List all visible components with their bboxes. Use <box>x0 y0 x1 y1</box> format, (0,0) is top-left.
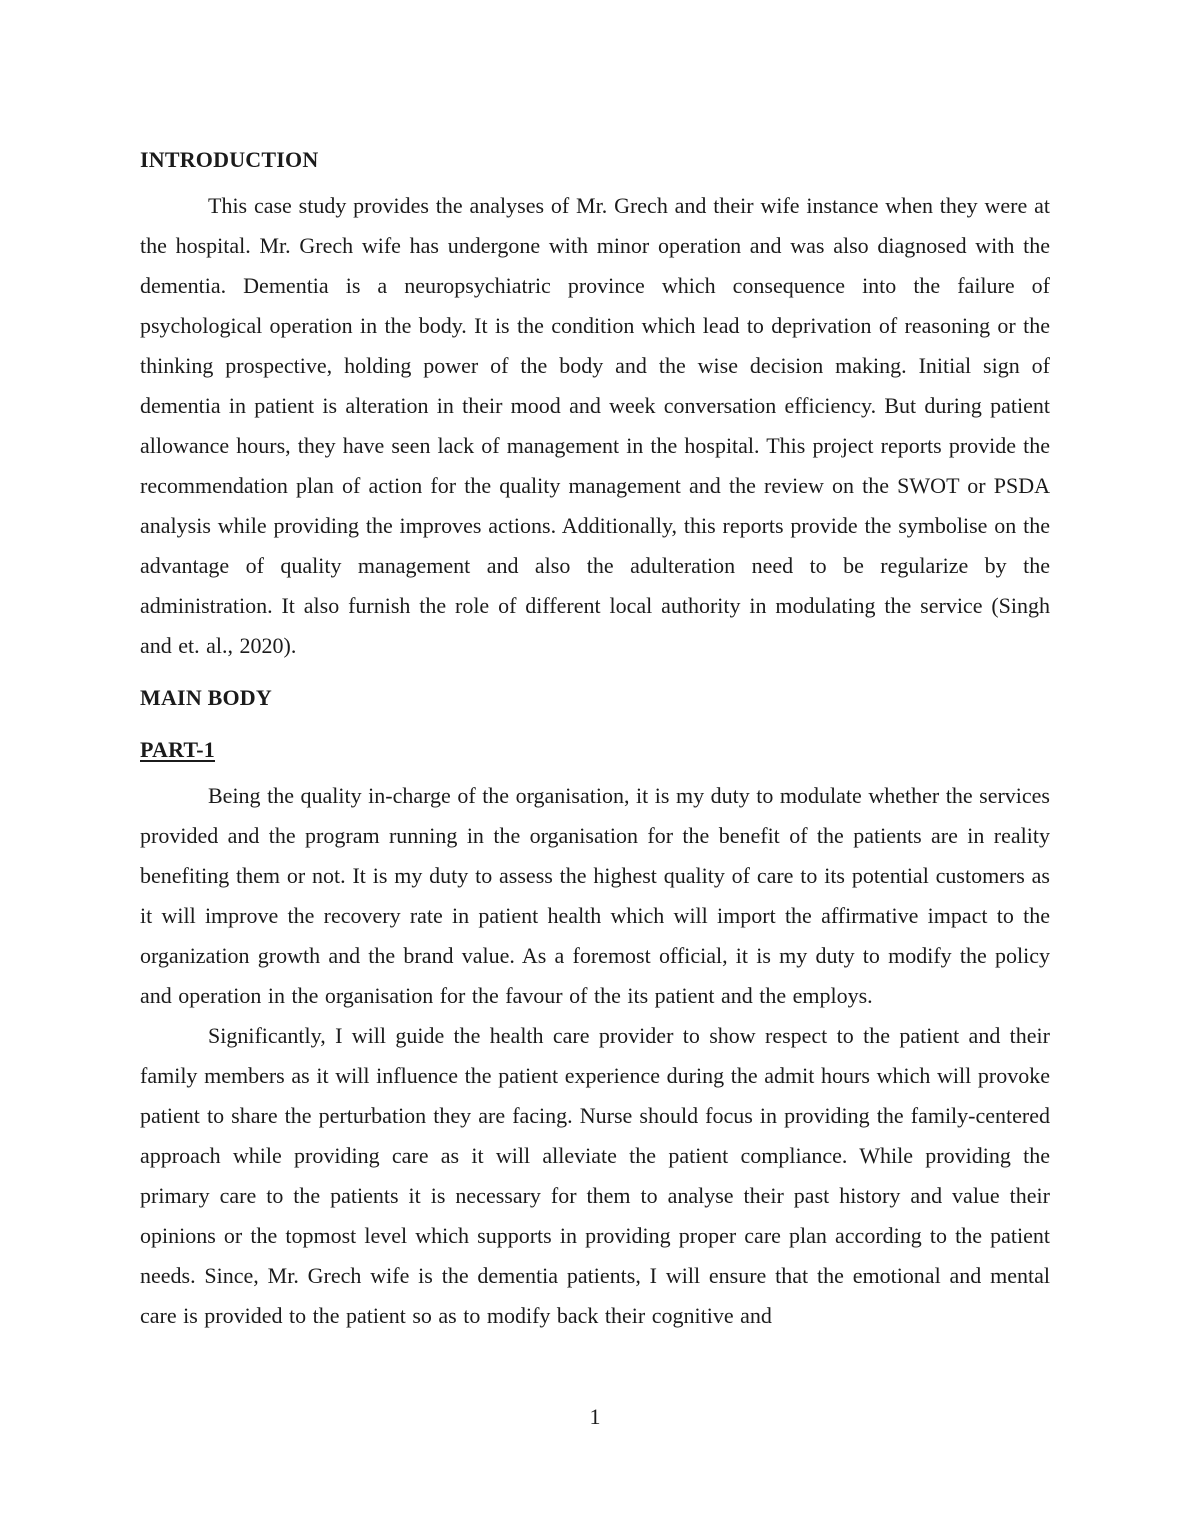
heading-introduction: INTRODUCTION <box>140 147 319 172</box>
heading-part-1: PART-1 <box>140 737 215 762</box>
paragraph-part1-first: Being the quality in-charge of the organisation, it is my duty to modulate whether the services provided and the program running in the organisation for the benefit of the patients are in reality benefiting them or not. It is my duty to assess the highest quality of care to its potential customers as it will improve the recovery rate in patient health which will import the affirmative impact to the organization growth and the brand value. As a foremost official, it is my duty to modify the policy and operation in the organisation for the favour of the its patient and the employs. <box>140 783 1050 1008</box>
page-number: 1 <box>589 1404 601 1429</box>
paragraph-introduction: This case study provides the analyses of Mr. Grech and their wife instance when they were at the hospital. Mr. Grech wife has undergone with minor operation and was also diagnosed with the dementia. Dementia is a neuropsychiatric province which consequence into the failure of psychological operation in the body. It is the condition which lead to deprivation of reasoning or the thinking prospective, holding power of the body and the wise decision making. Initial sign of dementia in patient is alteration in their mood and week conversation efficiency. But during patient allowance hours, they have seen lack of management in the hospital. This project reports provide the recommendation plan of action for the quality management and the review on the SWOT or PSDA analysis while providing the improves actions. Additionally, this reports provide the symbolise on the advantage of quality management and also the adulteration need to be regularize by the administration. It also furnish the role of different local authority in modulating the service (Singh and et. al., 2020). <box>140 193 1050 658</box>
paragraph-part1-second: Significantly, I will guide the health care provider to show respect to the patient and their family members as it will influence the patient experience during the admit hours which will provoke patient to share the perturbation they are facing. Nurse should focus in providing the family-centered approach while providing care as it will alleviate the patient compliance. While providing the primary care to the patients it is necessary for them to analyse their past history and value their opinions or the topmost level which supports in providing proper care plan according to the patient needs. Since, Mr. Grech wife is the dementia patients, I will ensure that the emotional and mental care is provided to the patient so as to modify back their cognitive and <box>140 1023 1050 1328</box>
heading-main-body: MAIN BODY <box>140 685 272 710</box>
